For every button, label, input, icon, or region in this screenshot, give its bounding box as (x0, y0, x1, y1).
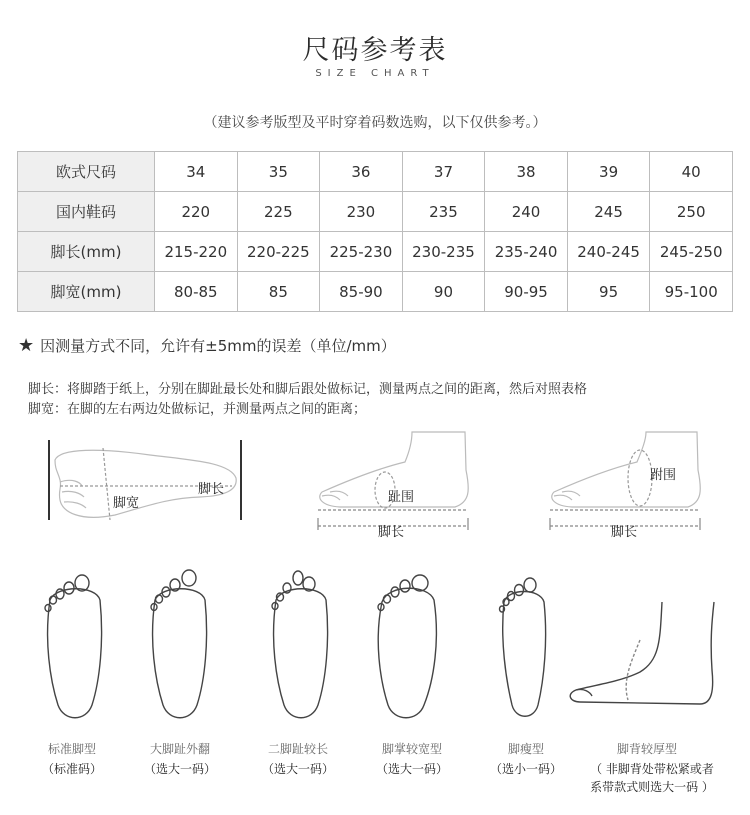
table-cell: 225 (237, 192, 320, 232)
row-header: 脚宽(mm) (18, 272, 155, 312)
foot-type-advice: （ 非脚背处带松紧或者 (590, 762, 714, 776)
page-subtitle: SIZE CHART (315, 68, 435, 79)
foot-type-advice: （选小一码） (489, 762, 562, 776)
foot-type-name: 脚背较厚型 (616, 742, 677, 756)
table-cell: 245-250 (650, 232, 733, 272)
foot-type-advice: （标准码） (41, 762, 102, 776)
width-instruction: 脚宽：在脚的左右两边处做标记，并测量两点之间的距离； (28, 402, 367, 417)
side-foot-length-label: 脚长 (378, 525, 405, 540)
foot-type-name: 脚掌较宽型 (381, 742, 442, 756)
row-header: 欧式尺码 (18, 152, 155, 192)
foot-width-label: 脚宽 (113, 496, 140, 511)
table-cell: 240 (485, 192, 568, 232)
table-cell: 39 (567, 152, 650, 192)
instep-girth-label: 跗围 (650, 468, 677, 483)
table-cell: 230 (320, 192, 403, 232)
instep-foot-length-label: 脚长 (611, 525, 638, 540)
table-cell: 90-95 (485, 272, 568, 312)
length-instruction: 脚长：将脚踏于纸上，分别在脚趾最长处和脚后跟处做标记，测量两点之间的距离，然后对照表格 (28, 382, 588, 397)
foot-type-advice: （选大一码） (261, 762, 334, 776)
table-cell: 235-240 (485, 232, 568, 272)
table-cell: 36 (320, 152, 403, 192)
row-header: 国内鞋码 (18, 192, 155, 232)
foot-type-name: 二脚趾较长 (267, 742, 328, 756)
tolerance-text: 因测量方式不同，允许有±5mm的误差（单位/mm） (40, 337, 396, 355)
table-cell: 250 (650, 192, 733, 232)
table-cell: 235 (402, 192, 485, 232)
foot-type-advice: （选大一码） (375, 762, 448, 776)
table-cell: 95 (567, 272, 650, 312)
foot-type-advice-line2: 系带款式则选大一码 ） (590, 780, 714, 794)
table-cell: 80-85 (155, 272, 238, 312)
table-cell: 90 (402, 272, 485, 312)
table-cell: 95-100 (650, 272, 733, 312)
page-title: 尺码参考表 (302, 35, 448, 66)
table-cell: 85-90 (320, 272, 403, 312)
star-icon: ★ (18, 335, 35, 356)
foot-type-advice: （选大一码） (143, 762, 216, 776)
table-cell: 245 (567, 192, 650, 232)
table-cell: 35 (237, 152, 320, 192)
table-cell: 240-245 (567, 232, 650, 272)
purchase-note: （建议参考版型及平时穿着码数选购，以下仅供参考。） (203, 115, 547, 131)
table-cell: 38 (485, 152, 568, 192)
toe-girth-label: 趾围 (388, 490, 415, 505)
foot-type-name: 脚瘦型 (507, 742, 544, 756)
table-cell: 40 (650, 152, 733, 192)
foot-type-name: 大脚趾外翻 (149, 742, 210, 756)
table-cell: 230-235 (402, 232, 485, 272)
row-header: 脚长(mm) (18, 232, 155, 272)
foot-length-label: 脚长 (198, 482, 225, 497)
table-cell: 85 (237, 272, 320, 312)
table-cell: 37 (402, 152, 485, 192)
table-cell: 220-225 (237, 232, 320, 272)
table-cell: 225-230 (320, 232, 403, 272)
table-cell: 220 (155, 192, 238, 232)
table-cell: 34 (155, 152, 238, 192)
foot-type-name: 标准脚型 (47, 742, 96, 756)
table-cell: 215-220 (155, 232, 238, 272)
